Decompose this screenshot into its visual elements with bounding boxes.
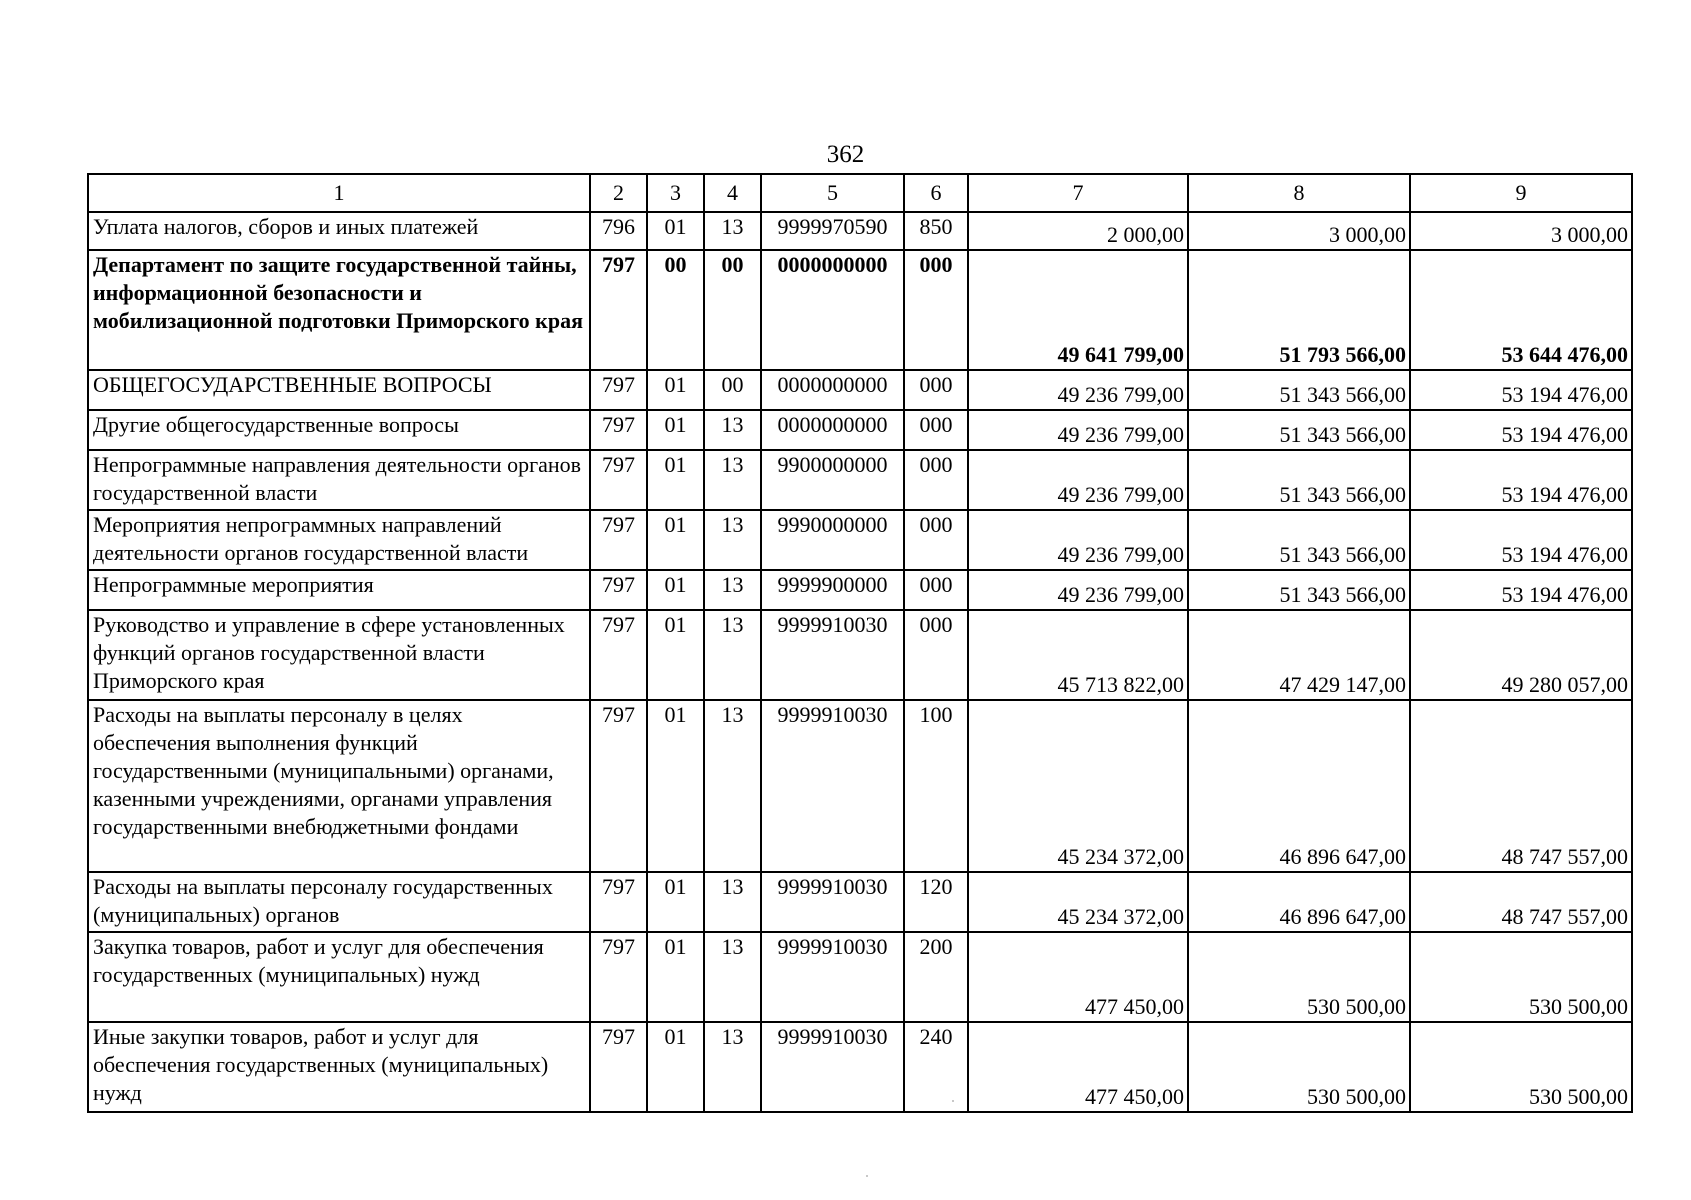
code-cell-section: 00 [647, 250, 704, 370]
page-number: 362 [826, 141, 865, 168]
code-cell-subsection: 13 [704, 450, 761, 510]
amount-cell-year1: 2 000,00 [968, 212, 1188, 250]
code-cell-target: 9999970590 [761, 212, 904, 250]
amount-cell-year2: 46 896 647,00 [1188, 700, 1410, 872]
code-cell-subsection: 13 [704, 1022, 761, 1112]
amount-cell-year1: 45 234 372,00 [968, 700, 1188, 872]
amount-cell-year3: 49 280 057,00 [1410, 610, 1632, 700]
code-cell-section: 01 [647, 410, 704, 450]
code-cell-target: 9900000000 [761, 450, 904, 510]
code-cell-subsection: 13 [704, 872, 761, 932]
amount-cell-year2: 46 896 647,00 [1188, 872, 1410, 932]
amount-cell-year1: 49 236 799,00 [968, 410, 1188, 450]
code-cell-subsection: 00 [704, 250, 761, 370]
amount-cell-year3: 53 194 476,00 [1410, 370, 1632, 410]
code-cell-section: 01 [647, 212, 704, 250]
amount-cell-year1: 477 450,00 [968, 1022, 1188, 1112]
row-name-cell: Мероприятия непрограммных направлений деятельности органов государственной власти [88, 510, 590, 570]
amount-cell-year3: 53 644 476,00 [1410, 250, 1632, 370]
table-row [88, 1022, 1632, 1112]
amount-cell-year3: 3 000,00 [1410, 212, 1632, 250]
code-cell-gov: 797 [590, 450, 647, 510]
code-cell-expense-type: 200 [904, 932, 968, 1022]
code-cell-target: 9999910030 [761, 700, 904, 872]
code-cell-section: 01 [647, 570, 704, 610]
table-row [88, 450, 1632, 510]
row-name-cell: Непрограммные направления деятельности органов государственной власти [88, 450, 590, 510]
code-cell-target: 0000000000 [761, 250, 904, 370]
code-cell-section: 01 [647, 1022, 704, 1112]
code-cell-section: 01 [647, 450, 704, 510]
amount-cell-year3: 48 747 557,00 [1410, 872, 1632, 932]
row-name-cell: Другие общегосударственные вопросы [88, 410, 590, 450]
code-cell-section: 01 [647, 932, 704, 1022]
table-row [88, 570, 1632, 610]
row-name-cell: Департамент по защите государственной тайны, информационной безопасности и мобилизационной подготовки Приморского края [88, 250, 590, 370]
code-cell-expense-type: 000 [904, 610, 968, 700]
code-cell-expense-type: 000 [904, 570, 968, 610]
column-number: 2 [590, 174, 647, 212]
code-cell-gov: 797 [590, 250, 647, 370]
amount-cell-year1: 45 713 822,00 [968, 610, 1188, 700]
code-cell-gov: 797 [590, 932, 647, 1022]
code-cell-gov: 797 [590, 1022, 647, 1112]
code-cell-subsection: 13 [704, 610, 761, 700]
amount-cell-year1: 49 641 799,00 [968, 250, 1188, 370]
row-name-cell: Руководство и управление в сфере установленных функций органов государственной власти Приморского края [88, 610, 590, 700]
row-name-cell: Закупка товаров, работ и услуг для обеспечения государственных (муниципальных) нужд [88, 932, 590, 1022]
amount-cell-year2: 51 343 566,00 [1188, 370, 1410, 410]
amount-cell-year3: 53 194 476,00 [1410, 570, 1632, 610]
code-cell-target: 9999910030 [761, 1022, 904, 1112]
column-number: 5 [761, 174, 904, 212]
code-cell-target: 9999900000 [761, 570, 904, 610]
amount-cell-year2: 530 500,00 [1188, 1022, 1410, 1112]
code-cell-gov: 797 [590, 410, 647, 450]
amount-cell-year3: 530 500,00 [1410, 1022, 1632, 1112]
amount-cell-year3: 53 194 476,00 [1410, 410, 1632, 450]
code-cell-target: 9999910030 [761, 610, 904, 700]
amount-cell-year1: 477 450,00 [968, 932, 1188, 1022]
column-number: 7 [968, 174, 1188, 212]
column-number: 4 [704, 174, 761, 212]
table-row [88, 932, 1632, 1022]
amount-cell-year1: 49 236 799,00 [968, 570, 1188, 610]
code-cell-gov: 797 [590, 370, 647, 410]
code-cell-target: 9999910030 [761, 872, 904, 932]
row-name-cell: Уплата налогов, сборов и иных платежей [88, 212, 590, 250]
code-cell-gov: 797 [590, 700, 647, 872]
code-cell-expense-type: 850 [904, 212, 968, 250]
column-number: 3 [647, 174, 704, 212]
code-cell-subsection: 13 [704, 700, 761, 872]
column-number-row [88, 174, 1632, 212]
amount-cell-year2: 3 000,00 [1188, 212, 1410, 250]
amount-cell-year3: 53 194 476,00 [1410, 450, 1632, 510]
row-name-cell: Расходы на выплаты персоналу в целях обеспечения выполнения функций государственными (муниципальными) органами, казенными учреждениями, органами управления государственными внебюджетными фондами [88, 700, 590, 872]
code-cell-expense-type: 120 [904, 872, 968, 932]
table-row [88, 410, 1632, 450]
table-row [88, 510, 1632, 570]
amount-cell-year2: 51 343 566,00 [1188, 510, 1410, 570]
amount-cell-year2: 530 500,00 [1188, 932, 1410, 1022]
amount-cell-year2: 47 429 147,00 [1188, 610, 1410, 700]
table-row [88, 212, 1632, 250]
code-cell-subsection: 13 [704, 212, 761, 250]
amount-cell-year2: 51 343 566,00 [1188, 570, 1410, 610]
amount-cell-year3: 53 194 476,00 [1410, 510, 1632, 570]
budget-table [87, 173, 1633, 1113]
code-cell-expense-type: 100 [904, 700, 968, 872]
column-number: 1 [88, 174, 590, 212]
table-row [88, 370, 1632, 410]
code-cell-expense-type: 000 [904, 450, 968, 510]
code-cell-subsection: 13 [704, 570, 761, 610]
code-cell-expense-type: 000 [904, 410, 968, 450]
code-cell-subsection: 13 [704, 510, 761, 570]
code-cell-expense-type: 000 [904, 250, 968, 370]
row-name-cell: Расходы на выплаты персоналу государственных (муниципальных) органов [88, 872, 590, 932]
code-cell-section: 01 [647, 510, 704, 570]
row-name-cell: Непрограммные мероприятия [88, 570, 590, 610]
code-cell-target: 9999910030 [761, 932, 904, 1022]
code-cell-target: 0000000000 [761, 410, 904, 450]
amount-cell-year3: 48 747 557,00 [1410, 700, 1632, 872]
table-row [88, 250, 1632, 370]
code-cell-expense-type: 000 [904, 510, 968, 570]
amount-cell-year1: 49 236 799,00 [968, 450, 1188, 510]
code-cell-gov: 796 [590, 212, 647, 250]
table-row [88, 700, 1632, 872]
code-cell-gov: 797 [590, 610, 647, 700]
code-cell-section: 01 [647, 610, 704, 700]
column-number: 6 [904, 174, 968, 212]
code-cell-gov: 797 [590, 510, 647, 570]
amount-cell-year2: 51 343 566,00 [1188, 410, 1410, 450]
code-cell-section: 01 [647, 872, 704, 932]
code-cell-gov: 797 [590, 872, 647, 932]
amount-cell-year1: 49 236 799,00 [968, 510, 1188, 570]
code-cell-target: 9990000000 [761, 510, 904, 570]
scan-speck [952, 1100, 954, 1102]
amount-cell-year2: 51 793 566,00 [1188, 250, 1410, 370]
amount-cell-year1: 49 236 799,00 [968, 370, 1188, 410]
code-cell-section: 01 [647, 700, 704, 872]
code-cell-target: 0000000000 [761, 370, 904, 410]
column-number: 8 [1188, 174, 1410, 212]
table-row [88, 610, 1632, 700]
code-cell-subsection: 13 [704, 932, 761, 1022]
code-cell-expense-type: 240 [904, 1022, 968, 1112]
row-name-cell: ОБЩЕГОСУДАРСТВЕННЫЕ ВОПРОСЫ [88, 370, 590, 410]
amount-cell-year2: 51 343 566,00 [1188, 450, 1410, 510]
code-cell-expense-type: 000 [904, 370, 968, 410]
scan-speck [866, 1175, 868, 1177]
code-cell-gov: 797 [590, 570, 647, 610]
amount-cell-year1: 45 234 372,00 [968, 872, 1188, 932]
column-number: 9 [1410, 174, 1632, 212]
code-cell-section: 01 [647, 370, 704, 410]
table-row [88, 872, 1632, 932]
code-cell-subsection: 00 [704, 370, 761, 410]
table-body [88, 174, 1632, 1112]
row-name-cell: Иные закупки товаров, работ и услуг для обеспечения государственных (муниципальных) нужд [88, 1022, 590, 1112]
amount-cell-year3: 530 500,00 [1410, 932, 1632, 1022]
code-cell-subsection: 13 [704, 410, 761, 450]
